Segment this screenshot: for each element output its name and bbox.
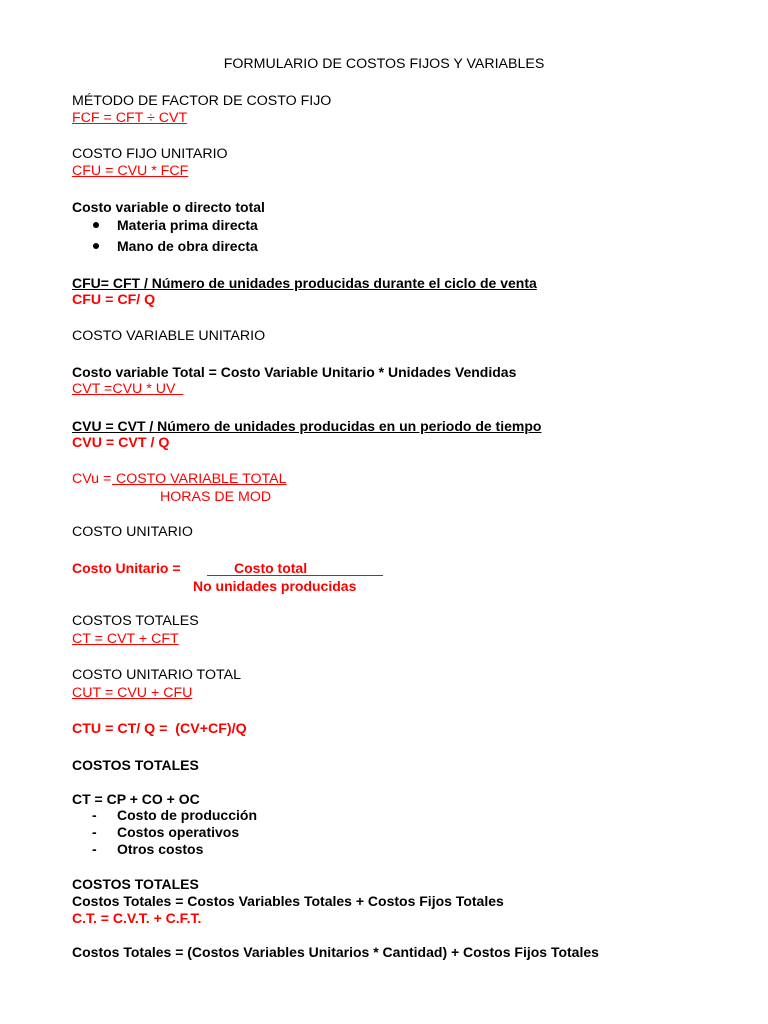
formula-text: Costos Totales = Costos Variables Totales + Costos Fijos Totales: [72, 893, 504, 909]
formula: CUT = CVU + CFU: [72, 685, 193, 701]
section-heading: Costo variable o directo total: [72, 199, 265, 215]
list-item: Costos operativos: [117, 824, 240, 840]
fraction-label: CVu =: [72, 471, 112, 487]
section-heading: COSTO VARIABLE UNITARIO: [72, 328, 266, 344]
bullet-icon: [93, 222, 99, 228]
section-heading: COSTO UNITARIO TOTAL: [72, 667, 241, 683]
list-item: Mano de obra directa: [117, 238, 258, 254]
section-heading: COSTOS TOTALES: [72, 613, 199, 629]
formula: CTU = CT/ Q = (CV+CF)/Q: [72, 721, 247, 737]
list-item: Otros costos: [117, 841, 204, 857]
fraction-label: Costo Unitario =: [72, 560, 181, 576]
fraction-denominator: No unidades producidas: [193, 578, 357, 594]
formula: CVT =CVU * UV: [72, 381, 184, 397]
section-heading: COSTOS TOTALES: [72, 757, 199, 773]
list-item: Costo de producción: [117, 807, 257, 823]
fraction-denominator: HORAS DE MOD: [160, 489, 272, 505]
formula-text: Costo variable Total = Costo Variable Unitario * Unidades Vendidas: [72, 364, 517, 380]
dash-icon: -: [92, 807, 97, 823]
bullet-icon: [93, 243, 99, 249]
section-heading: COSTOS TOTALES: [72, 876, 199, 892]
formula: CFU = CVU * FCF: [72, 163, 189, 179]
formula-text: CFU= CFT / Número de unidades producidas durante el ciclo de venta: [72, 275, 537, 291]
fraction-numerator: COSTO VARIABLE TOTAL: [112, 471, 287, 487]
list-item: Materia prima directa: [117, 217, 258, 233]
formula: CFU = CF/ Q: [72, 292, 156, 308]
formula: CVU = CVT / Q: [72, 435, 170, 451]
formula-text: CT = CP + CO + OC: [72, 791, 200, 807]
section-heading: COSTO FIJO UNITARIO: [72, 146, 228, 162]
formula: C.T. = C.V.T. + C.F.T.: [72, 910, 202, 926]
formula-text: CVU = CVT / Número de unidades producidas en un periodo de tiempo: [72, 418, 542, 434]
fraction-numerator: Costo total: [234, 560, 308, 576]
section-heading: COSTO UNITARIO: [72, 524, 193, 540]
dash-icon: -: [92, 824, 97, 840]
dash-icon: -: [92, 841, 97, 857]
formula: FCF = CFT ÷ CVT: [72, 110, 188, 126]
section-heading: MÉTODO DE FACTOR DE COSTO FIJO: [72, 93, 332, 109]
page-title: FORMULARIO DE COSTOS FIJOS Y VARIABLES: [223, 56, 545, 72]
formula-text: Costos Totales = (Costos Variables Unitarios * Cantidad) + Costos Fijos Totales: [72, 944, 599, 960]
formula: CT = CVT + CFT: [72, 631, 179, 647]
